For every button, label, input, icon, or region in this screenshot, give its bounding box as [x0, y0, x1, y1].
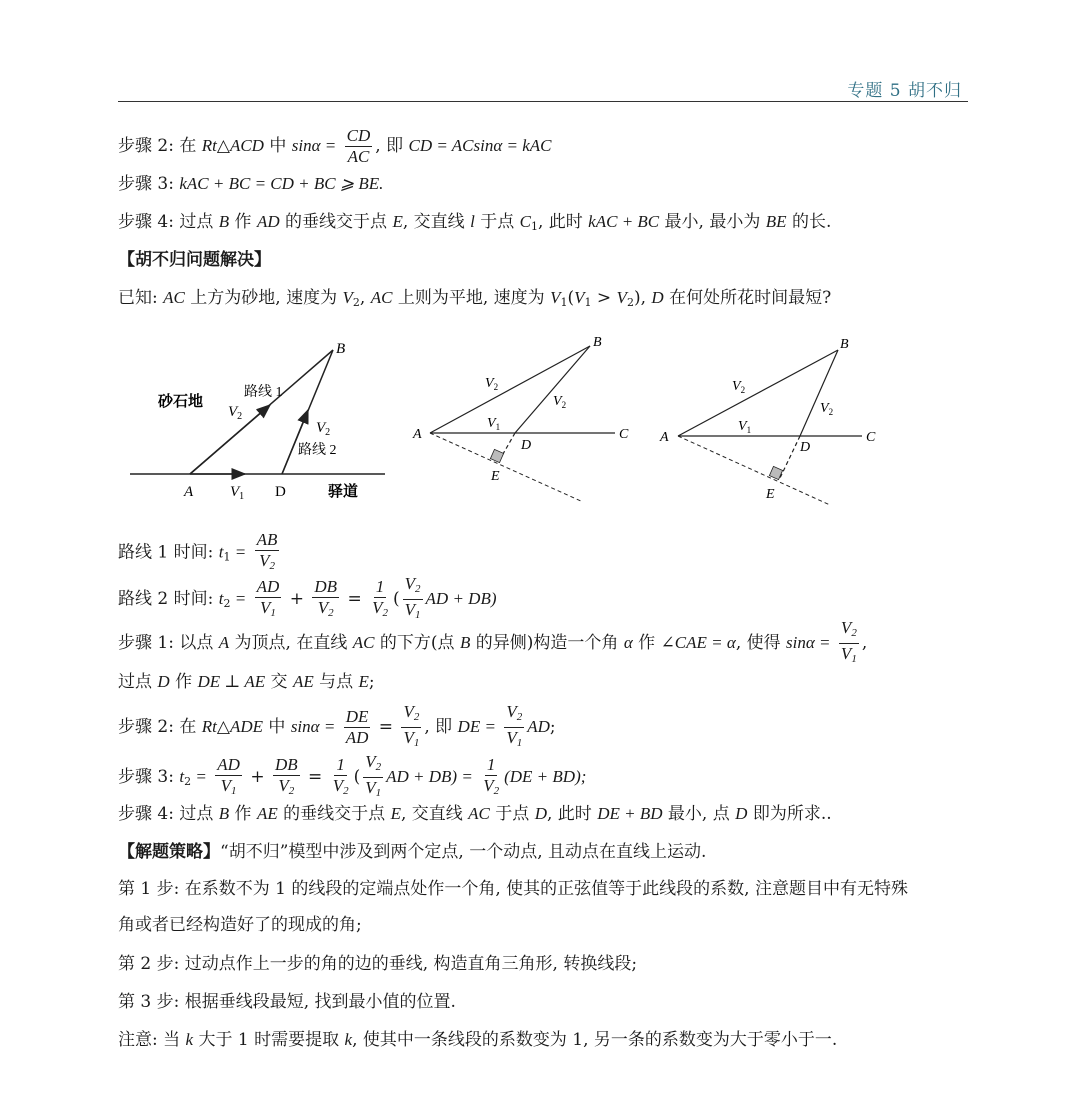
subscript: 2 — [288, 784, 295, 797]
strategy-step-1: 第 1 步: 在系数不为 1 的线段的定端点处作一个角, 使其的正弦值等于此线段的系数, 注意题目中有无特殊 — [118, 879, 908, 899]
math: V — [840, 618, 852, 637]
fraction — [273, 755, 300, 801]
text: > — [591, 288, 617, 308]
label-V2-right: $V_2$ — [553, 394, 567, 410]
text: 已知: — [118, 288, 164, 308]
fraction — [839, 618, 859, 669]
text: , 即 — [375, 136, 409, 156]
math: BE — [765, 212, 787, 231]
math: t — [218, 589, 224, 608]
math: k — [344, 1030, 353, 1049]
subscript: 2 — [352, 296, 360, 309]
denominator — [839, 644, 859, 669]
subscript: 1 — [375, 787, 382, 799]
step-4-line — [118, 210, 831, 239]
math: kAC + BC = CD + BC ⩾ BE. — [179, 174, 384, 193]
math: V — [483, 775, 494, 795]
numerator: AD — [217, 754, 240, 774]
math: CD = ACsinα = kAC — [408, 136, 552, 155]
text: 交 — [265, 672, 293, 692]
math: V — [574, 288, 585, 307]
figure-construction-2 — [650, 330, 890, 510]
math: V — [840, 644, 852, 663]
fraction — [255, 530, 280, 576]
subscript: 1 — [223, 550, 231, 564]
solution-step-3-line — [118, 752, 586, 803]
text: , 交直线 — [402, 212, 471, 232]
section-title: 【胡不归问题解决】 — [118, 250, 271, 270]
math: DE + BD — [597, 804, 663, 823]
text: 路线 1 时间: — [118, 542, 219, 563]
solution-step-2-line — [118, 702, 556, 753]
label-A: A — [660, 430, 669, 445]
math: AC — [468, 804, 490, 823]
math: k — [185, 1030, 194, 1049]
math: = — [230, 589, 247, 608]
math: D — [651, 288, 664, 307]
text: ; — [368, 672, 375, 692]
label-V2-left: $V_2$ — [228, 404, 243, 422]
math: V — [342, 288, 353, 307]
text: 过点 — [118, 672, 158, 692]
denominator — [257, 551, 277, 576]
strategy-step-3: 第 3 步: 根据垂线段最短, 找到最小值的位置. — [118, 992, 456, 1012]
text: 上方为砂地, 速度为 — [184, 288, 343, 308]
operator: + — [250, 767, 265, 787]
text: 作 — [169, 672, 198, 692]
label-road: 驿道 — [328, 484, 359, 500]
math: AD — [256, 212, 280, 231]
math: AD + DB) = — [386, 767, 473, 786]
text: ; — [549, 717, 556, 737]
fraction — [312, 577, 339, 623]
math: V — [506, 728, 517, 747]
route-1-time-line — [118, 530, 282, 578]
line-AB — [678, 350, 838, 436]
numerator: AB — [256, 530, 278, 549]
chapter-tag: 专题 5 胡不归 — [847, 81, 962, 101]
known-line — [118, 286, 831, 315]
math: D — [157, 672, 170, 691]
label-V2-left: $V_2$ — [732, 379, 746, 395]
label-V2-right: $V_2$ — [316, 420, 331, 438]
operator: = — [347, 589, 362, 609]
math: B — [218, 804, 230, 823]
math: V — [550, 288, 561, 307]
denominator — [363, 778, 383, 803]
numerator — [401, 702, 421, 728]
subscript: 2 — [184, 775, 192, 788]
label-E: E — [766, 487, 775, 502]
label-route-1: 路线 1 — [244, 385, 283, 400]
subscript: 1 — [413, 737, 420, 749]
fraction — [344, 707, 371, 748]
strategy-step-2: 第 2 步: 过动点作上一步的角的边的垂线, 构造直角三角形, 转换线段; — [118, 954, 638, 974]
numerator: CD — [346, 126, 371, 145]
subscript: 2 — [626, 296, 634, 309]
step-2-line — [118, 126, 552, 167]
numerator: AD — [256, 576, 280, 596]
text: 即为所求.. — [747, 804, 832, 824]
route-2-arrow — [282, 410, 308, 474]
denominator — [331, 776, 351, 801]
numerator: 1 — [375, 576, 385, 596]
math: = — [191, 767, 207, 786]
math: V — [278, 775, 289, 795]
figure-construction-1 — [405, 330, 645, 510]
fraction — [255, 577, 282, 623]
text: 步骤 2: 在 — [118, 136, 202, 156]
text: , 交直线 — [400, 804, 469, 824]
subscript: 1 — [560, 296, 568, 309]
fraction — [481, 755, 501, 801]
math: Rt△ADE — [201, 717, 263, 736]
math: AE — [292, 672, 314, 691]
numerator: DB — [314, 576, 338, 596]
line-AE — [430, 433, 583, 502]
math: V — [404, 600, 416, 619]
text: 步骤 3: — [118, 767, 180, 787]
math: V — [365, 752, 376, 771]
header-rule — [118, 101, 968, 102]
math: DE = — [457, 717, 496, 736]
fraction — [370, 577, 390, 623]
numerator: DE — [345, 707, 369, 726]
math: V — [372, 597, 383, 617]
denominator — [219, 776, 239, 801]
operator: = — [308, 767, 323, 787]
text: 的下方(点 — [374, 633, 460, 653]
label-V1: $V_1$ — [487, 416, 501, 432]
denominator — [504, 728, 524, 753]
fraction — [401, 702, 421, 753]
denominator: AC — [347, 147, 370, 166]
numerator: 1 — [336, 754, 345, 774]
label-A: A — [184, 484, 194, 500]
subscript: 1 — [270, 606, 276, 619]
subscript: 2 — [328, 606, 334, 619]
text: 为顶点, 在直线 — [229, 633, 353, 653]
math: t — [218, 542, 224, 562]
text: 步骤 3: — [118, 174, 180, 194]
fraction — [331, 755, 351, 801]
subscript: 1 — [516, 737, 523, 749]
figure-route-diagram — [120, 330, 400, 510]
text: 大于 1 时需要提取 — [193, 1030, 345, 1050]
math: α — [623, 633, 633, 652]
label-A: A — [413, 427, 422, 442]
math: V — [506, 702, 517, 721]
math: (DE + BD); — [504, 767, 587, 786]
subscript: 1 — [851, 653, 857, 665]
label-V2-left: $V_2$ — [485, 376, 499, 392]
text: 的长. — [786, 212, 832, 232]
math: E — [392, 212, 403, 231]
denominator — [481, 776, 501, 801]
math: = — [230, 542, 247, 562]
text: , — [359, 288, 371, 308]
solution-step-1-line — [118, 618, 867, 669]
text: 的垂线交于点 — [277, 804, 391, 824]
label-sand: 砂石地 — [158, 394, 204, 410]
math: Rt△ACD — [201, 136, 264, 155]
math: ∠CAE = α — [660, 633, 736, 652]
fraction — [504, 702, 524, 753]
fraction — [345, 126, 373, 167]
operator: + — [289, 589, 304, 609]
subscript: 2 — [375, 761, 382, 773]
subscript: 2 — [382, 606, 388, 619]
text: , 此时 — [547, 804, 598, 824]
numerator — [839, 618, 859, 644]
math: AE — [256, 804, 278, 823]
numerator — [403, 574, 423, 600]
solution-step-4-line — [118, 802, 832, 826]
math: AC — [352, 633, 375, 652]
line-BD — [515, 346, 590, 433]
math: B — [218, 212, 230, 231]
text: 于点 — [489, 804, 535, 824]
math: sinα = — [290, 717, 336, 736]
text: , 即 — [424, 717, 458, 737]
text: 作 — [229, 212, 257, 232]
numerator: DB — [274, 754, 298, 774]
text: 于点 — [474, 212, 520, 232]
subscript: 2 — [516, 711, 523, 723]
line-DE — [780, 436, 800, 478]
numerator — [504, 702, 524, 728]
text: 步骤 1: 以点 — [118, 633, 219, 653]
text: , 此时 — [537, 212, 589, 232]
math: V — [404, 574, 416, 593]
text: 的异侧)构造一个角 — [470, 633, 624, 653]
math: V — [260, 597, 271, 617]
math: E — [358, 672, 369, 691]
label-V1: $V_1$ — [230, 484, 245, 502]
text: 在何处所花时间最短? — [663, 288, 832, 308]
label-B: B — [336, 341, 346, 357]
math: C — [519, 212, 531, 231]
label-E: E — [491, 469, 500, 484]
math: A — [218, 633, 230, 652]
subscript: 1 — [231, 784, 237, 797]
math: V — [317, 597, 329, 617]
math: AC — [163, 288, 185, 307]
subscript: 2 — [223, 597, 231, 610]
text: 最小, 最小为 — [659, 212, 766, 232]
math: AC — [370, 288, 393, 307]
line-BD — [800, 350, 838, 436]
line-AB — [430, 346, 590, 433]
label-route-2: 路线 2 — [298, 443, 337, 458]
note-line — [118, 1028, 837, 1052]
text: ( — [567, 288, 575, 308]
math: kAC + BC — [588, 212, 660, 231]
text: 与点 — [313, 672, 359, 692]
subscript: 1 — [415, 609, 421, 621]
right-angle-mark — [490, 449, 503, 462]
math: V — [332, 775, 344, 795]
text: , 使其中一条线段的系数变为 1, 另一条的系数变为大于零小于一. — [352, 1030, 838, 1050]
label-V2-right: $V_2$ — [820, 401, 834, 417]
math: sinα = — [786, 633, 831, 652]
subscript: 2 — [415, 583, 421, 595]
label-C: C — [619, 427, 629, 442]
strategy-step-1-continued: 角或者已经构造好了的现成的角; — [118, 915, 362, 935]
math: D — [534, 804, 547, 823]
math: V — [616, 288, 627, 307]
label-B: B — [840, 337, 849, 352]
text: 上则为平地, 速度为 — [392, 288, 551, 308]
text: , 使得 — [735, 633, 787, 653]
strategy-line — [118, 840, 706, 864]
step-3-line — [118, 172, 383, 196]
text: 最小, 点 — [662, 804, 736, 824]
denominator — [401, 728, 421, 753]
math: DE ⊥ AE — [197, 672, 266, 691]
math: l — [470, 212, 475, 231]
label-V1: $V_1$ — [738, 419, 752, 435]
text: 作 — [229, 804, 257, 824]
text: 步骤 2: 在 — [118, 717, 202, 737]
fraction — [363, 752, 383, 803]
text: ), — [633, 288, 652, 308]
math: t — [179, 767, 185, 786]
operator: ( — [393, 589, 400, 609]
math: V — [365, 778, 376, 797]
math: E — [390, 804, 401, 823]
math: AD + DB) — [425, 589, 497, 608]
text: 路线 2 时间: — [118, 589, 219, 609]
subscript: 2 — [343, 784, 349, 797]
text: 中 — [263, 717, 291, 737]
math: AD — [527, 717, 550, 736]
subscript: 2 — [269, 560, 275, 572]
text: , — [861, 633, 868, 653]
fraction — [215, 755, 242, 801]
subscript: 1 — [584, 296, 592, 309]
solution-step-1-continued — [118, 670, 375, 694]
operator: = — [378, 717, 394, 737]
text: 作 — [632, 633, 661, 653]
text: 的垂线交于点 — [279, 212, 393, 232]
text: 注意: 当 — [118, 1030, 186, 1050]
text: 步骤 4: 过点 — [118, 804, 219, 824]
operator: ( — [353, 767, 361, 787]
strategy-title: 【解题策略】 — [118, 842, 220, 862]
denominator: AD — [345, 728, 369, 747]
label-C: C — [866, 430, 876, 445]
subscript: 2 — [851, 627, 857, 639]
math: V — [220, 775, 232, 795]
numerator: 1 — [486, 754, 496, 774]
denominator — [276, 776, 296, 801]
math: V — [403, 702, 414, 721]
math: V — [259, 551, 270, 570]
text: 中 — [263, 136, 292, 156]
label-D: D — [800, 440, 811, 455]
math: B — [459, 633, 471, 652]
label-D: D — [521, 438, 532, 453]
math: sinα = — [291, 136, 337, 155]
numerator — [363, 752, 383, 778]
text: “胡不归”模型中涉及到两个定点, 一个动点, 且动点在直线上运动. — [220, 842, 707, 862]
subscript: 2 — [413, 711, 420, 723]
subscript: 1 — [530, 220, 538, 233]
subscript: 2 — [493, 784, 500, 797]
math: V — [403, 728, 414, 747]
label-B: B — [593, 335, 602, 350]
text: 步骤 4: 过点 — [118, 212, 219, 232]
math: D — [735, 804, 748, 823]
label-D: D — [275, 484, 286, 500]
